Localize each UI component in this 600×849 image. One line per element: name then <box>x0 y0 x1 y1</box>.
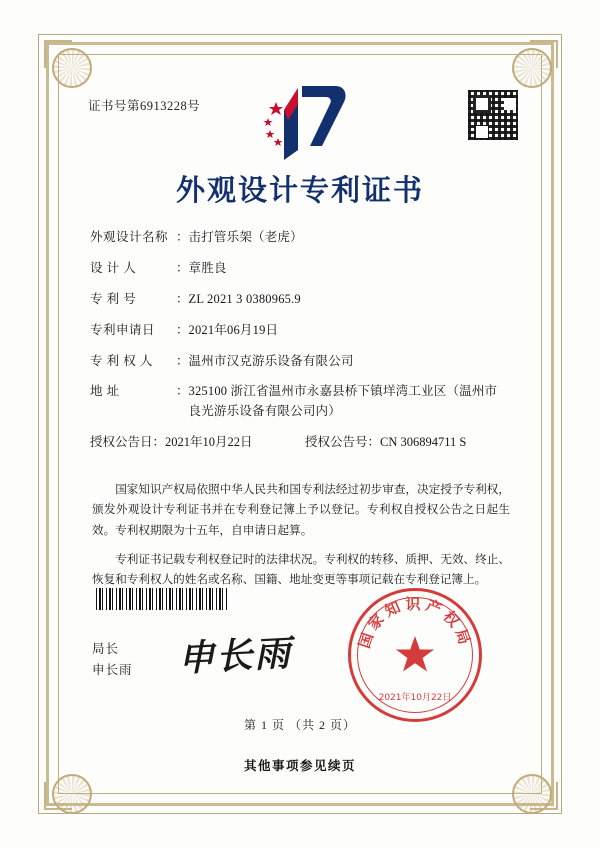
page-title: 外观设计专利证书 <box>175 173 424 207</box>
field-colon: ： <box>176 291 189 306</box>
field-label: 授权公告日 <box>90 434 153 449</box>
field-patentee <box>90 352 510 371</box>
fields-list <box>90 228 510 464</box>
svg-text:国家知识产权局: 国家知识产权局 <box>355 595 475 651</box>
field-value: ZL 2021 3 0380965.9 <box>188 291 301 306</box>
field-value-line2: 良光游乐设备有限公司内） <box>188 403 341 418</box>
signature-labels <box>92 639 133 682</box>
rosette-ornament-top-right <box>512 48 552 88</box>
signature-title-label: 局长 <box>92 642 120 656</box>
cnipa-logo-icon <box>240 80 360 166</box>
field-designer <box>90 259 510 278</box>
signature-name-label: 申长雨 <box>92 663 133 678</box>
handwritten-signature: 申长雨 <box>177 632 294 680</box>
field-colon: ： <box>152 434 166 449</box>
field-value: 2021年06月19日 <box>188 322 279 337</box>
official-seal <box>348 588 482 722</box>
field-label: 外观设计名称 <box>90 230 169 244</box>
field-label: 地 址 <box>90 384 120 399</box>
barcode-icon <box>96 588 228 610</box>
field-label: 设 计 人 <box>90 260 137 275</box>
field-value-wrap <box>189 382 510 421</box>
seal-star-icon <box>393 633 437 677</box>
field-patent-number <box>90 290 510 309</box>
certificate-number: 证书号第6913228号 <box>88 99 201 113</box>
field-label: 专利申请日 <box>90 322 156 337</box>
field-value: CN 306894711 S <box>380 434 467 449</box>
field-label: 专 利 权 人 <box>90 353 153 368</box>
field-colon: ： <box>176 230 189 244</box>
seal-date: 2021年10月22日 <box>378 693 452 703</box>
field-grant-date <box>90 433 305 452</box>
field-address <box>90 382 510 421</box>
field-value: 325100 浙江省温州市永嘉县桥下镇垟湾工业区（温州市 <box>188 384 498 399</box>
field-colon: ： <box>176 260 189 275</box>
field-label: 授权公告号 <box>305 434 368 449</box>
footer-note: 其他事项参见续页 <box>243 759 356 773</box>
rosette-ornament-bottom-left <box>52 774 92 814</box>
field-grant-publication-number <box>305 433 466 452</box>
paragraph-grant-statement: 国家知识产权局依照中华人民共和国专利法经过初步审查，决定授予专利权，颁发外观设计专利证书并在专利登记簿上予以登记。专利权自授权公告之日起生效。专利权期限为十五年，自申请日起算。 <box>92 483 510 537</box>
field-colon: ： <box>367 434 381 449</box>
qr-code-icon <box>468 90 518 140</box>
field-value: 2021年10月22日 <box>165 434 253 449</box>
field-value: 击打管乐架（老虎） <box>188 230 303 244</box>
field-value: 温州市汉克游乐设备有限公司 <box>188 353 354 368</box>
field-application-date <box>90 321 510 340</box>
field-colon: ： <box>176 322 189 337</box>
rosette-ornament-top-left <box>52 48 92 88</box>
field-colon: ： <box>176 353 189 368</box>
field-value: 章胜良 <box>188 260 227 275</box>
field-colon: ： <box>176 384 189 399</box>
rosette-ornament-bottom-right <box>512 774 552 814</box>
field-design-name <box>90 228 510 247</box>
paragraph-legal-status: 专利证书记载专利权登记时的法律状况。专利权的转移、质押、无效、终止、恢复和专利权人的姓名或名称、国籍、地址变更等事项记载在专利登记簿上。 <box>92 553 510 587</box>
page-number: 第 1 页 （共 2 页） <box>243 718 356 732</box>
field-grant-row <box>90 433 510 452</box>
field-label: 专 利 号 <box>90 291 137 306</box>
